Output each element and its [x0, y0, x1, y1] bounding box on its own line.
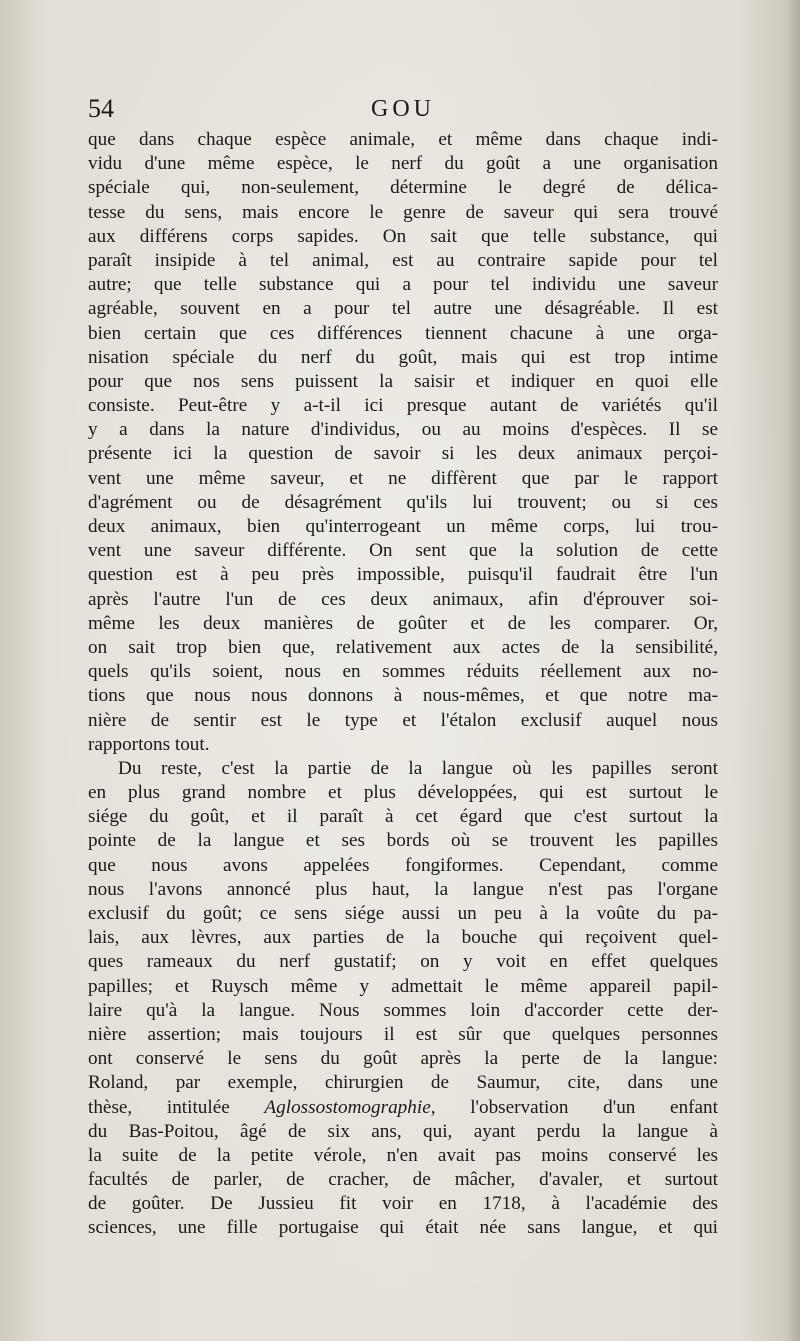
text-line: deux animaux, bien qu'interrogeant un même corps, lui trou-: [88, 516, 718, 537]
text-line: nière assertion; mais toujours il est sûr que quelques personnes: [88, 1023, 718, 1045]
text-line: vidu d'une même espèce, le nerf du goût a une organisation: [88, 153, 718, 175]
text-line: de goûter. De Jussieu fit voir en 1718, à l'académie des: [88, 1193, 718, 1215]
body-text: [88, 128, 718, 1241]
text-line: vent une même saveur, et ne diffèrent que par le rapport: [88, 467, 718, 489]
text-line: ont conservé le sens du goût après la perte de la langue:: [88, 1048, 718, 1070]
text-line: en plus grand nombre et plus développées, qui est surtout le: [88, 782, 718, 804]
text-line-start: thèse, intitulée: [88, 1096, 265, 1118]
text-line: quels qu'ils soient, nous en sommes réduits réellement aux no-: [88, 661, 718, 683]
italic-thesis-title: Aglossostomographie: [264, 1096, 431, 1118]
text-line-end: , l'observation d'un enfant: [430, 1096, 718, 1118]
text-line: nière de sentir est le type et l'étalon exclusif auquel nous: [88, 709, 718, 731]
text-line: facultés de parler, de cracher, de mâcher, d'avaler, et surtout: [88, 1169, 718, 1191]
text-line: paraît insipide à tel animal, est au contraire sapide pour tel: [88, 249, 718, 271]
text-line: tions que nous nous donnons à nous-mêmes, et que notre ma-: [88, 685, 718, 707]
text-line: du Bas-Poitou, âgé de six ans, qui, ayant perdu la langue à: [88, 1120, 718, 1142]
page-edge-shadow: [786, 0, 800, 1341]
text-line: on sait trop bien que, relativement aux actes de la sensibilité,: [88, 636, 718, 658]
text-line: Roland, par exemple, chirurgien de Saumur, cite, dans une: [88, 1072, 718, 1094]
running-head-title: GOU: [371, 96, 435, 122]
text-line: Du reste, c'est la partie de la langue où les papilles seront: [118, 757, 718, 779]
text-line: même les deux manières de goûter et de les comparer. Or,: [88, 612, 718, 634]
running-head: [88, 92, 718, 126]
text-line: sciences, une fille portugaise qui était née sans langue, et qui: [88, 1217, 718, 1239]
text-line: siége du goût, et il paraît à cet égard que c'est surtout la: [88, 806, 718, 828]
text-line: ques rameaux du nerf gustatif; on y voit en effet quelques: [88, 951, 718, 973]
text-line: spéciale qui, non-seulement, détermine le degré de délica-: [88, 177, 718, 199]
text-line: présente ici la question de savoir si les deux animaux perçoi-: [88, 443, 718, 465]
text-line: consiste. Peut-être y a-t-il ici presque autant de variétés qu'il: [88, 395, 718, 417]
text-line: que nous avons appelées fongiformes. Cependant, comme: [88, 854, 718, 876]
text-line-with-italic-title: [88, 1096, 718, 1120]
page-number: 54: [88, 94, 114, 123]
text-line: vent une saveur différente. On sent que la solution de cette: [88, 540, 718, 562]
text-line: rapportons tout.: [88, 733, 210, 755]
text-line: après l'autre l'un de ces deux animaux, afin d'éprouver soi-: [88, 588, 718, 610]
text-line: la suite de la petite vérole, n'en avait pas moins conservé les: [88, 1144, 718, 1166]
text-line: nisation spéciale du nerf du goût, mais qui est trop intime: [88, 346, 718, 368]
text-line: bien certain que ces différences tiennent chacune à une orga-: [88, 322, 718, 344]
text-line: d'agrément ou de désagrément qu'ils lui trouvent; ou si ces: [88, 491, 718, 513]
text-line: papilles; et Ruysch même y admettait le même appareil papil-: [88, 975, 718, 997]
text-line: question est à peu près impossible, puisqu'il faudrait être l'un: [88, 564, 718, 586]
text-line: que dans chaque espèce animale, et même dans chaque indi-: [88, 129, 718, 150]
text-line: laire qu'à la langue. Nous sommes loin d'accorder cette der-: [88, 999, 718, 1021]
text-line: exclusif du goût; ce sens siége aussi un peu à la voûte du pa-: [88, 903, 718, 924]
text-line: autre; que telle substance qui a pour tel individu une saveur: [88, 274, 718, 296]
text-line: pour que nos sens puissent la saisir et indiquer en quoi elle: [88, 370, 718, 392]
text-line: nous l'avons annoncé plus haut, la langue n'est pas l'organe: [88, 878, 718, 900]
text-line: aux différens corps sapides. On sait que telle substance, qui: [88, 225, 718, 247]
text-line: lais, aux lèvres, aux parties de la bouche qui reçoivent quel-: [88, 927, 718, 949]
text-line: tesse du sens, mais encore le genre de saveur qui sera trouvé: [88, 201, 718, 223]
text-line: y a dans la nature d'individus, ou au moins d'espèces. Il se: [88, 419, 718, 441]
text-line: pointe de la langue et ses bords où se trouvent les papilles: [88, 830, 718, 852]
text-line: agréable, souvent en a pour tel autre une désagréable. Il est: [88, 298, 718, 320]
